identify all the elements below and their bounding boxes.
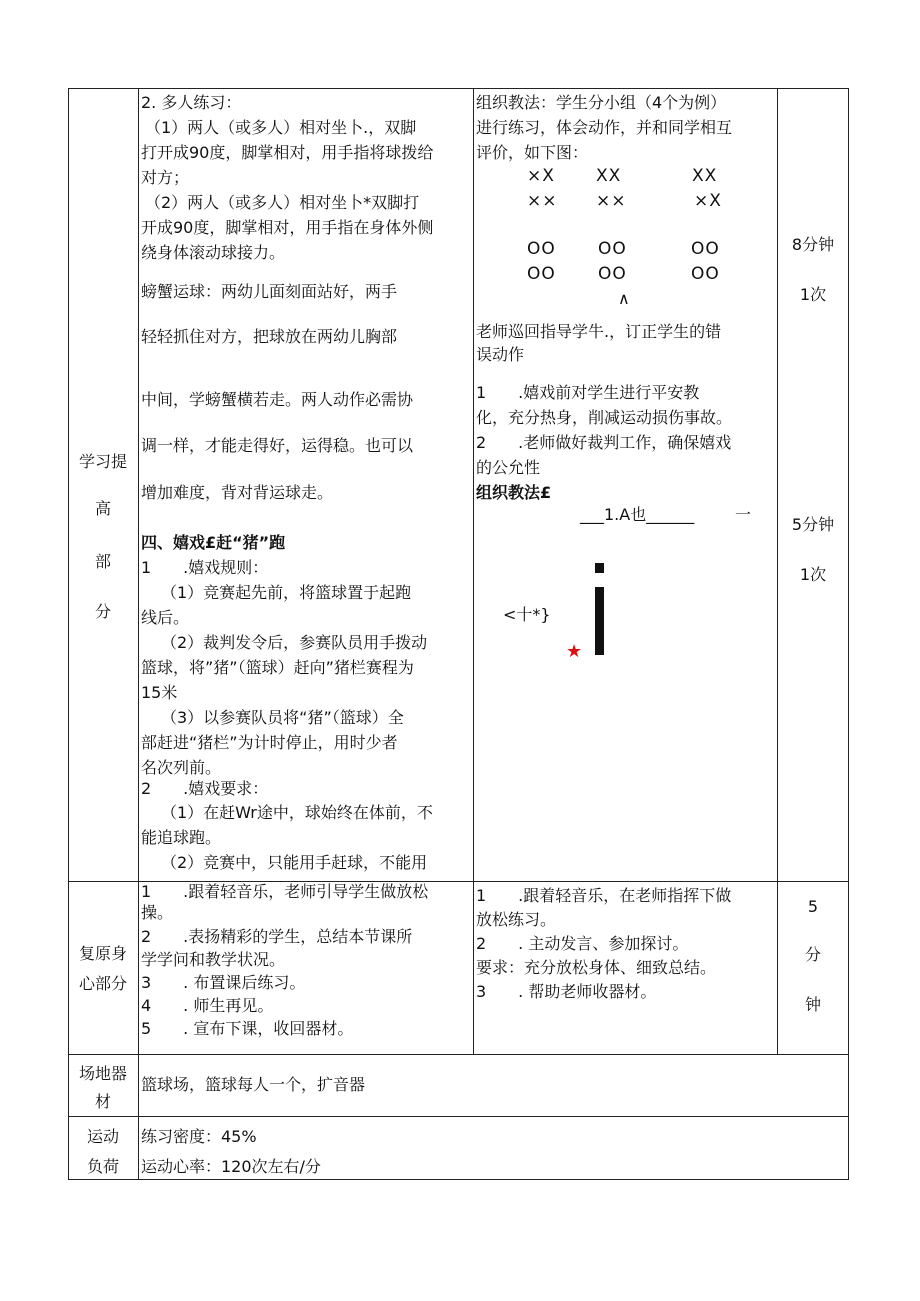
game-diagram-label: <十*} bbox=[503, 605, 551, 624]
content-line: 部赶进“猪栏”为计时停止，用时少者 bbox=[141, 733, 398, 752]
recovery-line: 4 . 师生再见。 bbox=[141, 996, 274, 1015]
org-heading: 组织教法£ bbox=[476, 483, 552, 502]
time-line: 5 bbox=[807, 897, 819, 916]
formation-mark: OO bbox=[598, 264, 627, 284]
content-line: 1 .嬉戏规则： bbox=[141, 558, 269, 577]
content-line: 中间，学螃蟹横若走。两人动作必需协 bbox=[141, 390, 414, 409]
content-line: 篮球，将”猪”（篮球）赶向”猪栏赛程为 bbox=[141, 658, 414, 677]
content-line: （1）两人（或多人）相对坐卜.，双脚 bbox=[145, 118, 417, 137]
row-divider-2 bbox=[68, 1054, 849, 1055]
org-line: 的公允性 bbox=[476, 458, 541, 477]
content-line: 2. 多人练习： bbox=[141, 93, 242, 112]
content-line: 名次列前。 bbox=[141, 758, 222, 777]
content-line: 打开成90度，脚掌相对，用手指将球拨给 bbox=[141, 143, 434, 162]
game-heading: 四、嬉戏£赶“猪”跑 bbox=[141, 533, 286, 552]
org-line: 老师巡回指导学牛.，订正学生的错 bbox=[476, 322, 722, 341]
content-line: （2）两人（或多人）相对坐卜*双脚打 bbox=[145, 193, 420, 212]
label-line: 场地器 bbox=[78, 1064, 127, 1083]
column-divider-3 bbox=[777, 88, 778, 1054]
game-diagram-label: ___1.A也______ bbox=[580, 505, 695, 524]
recovery-line: 1 .跟着轻音乐，在老师指挥下做 bbox=[476, 886, 732, 905]
formation-mark: OO bbox=[598, 239, 627, 259]
recovery-line: 3 . 布置课后练习。 bbox=[141, 973, 306, 992]
content-line: 线后。 bbox=[141, 608, 190, 627]
formation-mark: ×× bbox=[527, 191, 558, 211]
formation-mark: OO bbox=[527, 264, 556, 284]
content-line: 调一样，才能走得好，运得稳。也可以 bbox=[141, 436, 414, 455]
formation-mark: ×X bbox=[527, 166, 555, 186]
org-line: 化，充分热身，削减运动损伤事故。 bbox=[476, 408, 733, 427]
recovery-line: 操。 bbox=[141, 903, 174, 922]
label-line: 心部分 bbox=[78, 974, 127, 993]
exercise-density: 练习密度：45% bbox=[141, 1127, 257, 1146]
label-line: 复原身 bbox=[78, 944, 127, 963]
time-line: 分 bbox=[804, 945, 821, 964]
venue-content: 篮球场，篮球每人一个，扩音器 bbox=[141, 1075, 366, 1094]
content-line: （3）以参赛队员将“猪”（篮球）全 bbox=[161, 708, 404, 727]
count-value: 1次 bbox=[799, 565, 827, 584]
recovery-line: 3 . 帮助老师收器材。 bbox=[476, 982, 657, 1001]
org-line: 1 .嬉戏前对学生进行平安教 bbox=[476, 383, 700, 402]
column-divider-1 bbox=[138, 88, 139, 1180]
label-line: 材 bbox=[94, 1092, 111, 1111]
star-icon: ★ bbox=[566, 641, 583, 662]
content-line: 增加难度，背对背运球走。 bbox=[141, 483, 334, 502]
time-value: 8分钟 bbox=[791, 235, 835, 254]
label-line: 负荷 bbox=[86, 1157, 119, 1176]
content-line: 轻轻抓住对方，把球放在两幼儿胸部 bbox=[141, 327, 398, 346]
formation-mark: XX bbox=[596, 166, 622, 186]
recovery-line: 2 . 主动发言、参加探讨。 bbox=[476, 934, 689, 953]
pig-ball-marker bbox=[595, 563, 604, 573]
count-value: 1次 bbox=[799, 285, 827, 304]
formation-mark: ×× bbox=[596, 191, 627, 211]
teacher-position-mark: ∧ bbox=[618, 289, 630, 308]
content-line: 螃蟹运球：两幼儿面刻面站好，两手 bbox=[141, 282, 398, 301]
recovery-line: 放松练习。 bbox=[476, 910, 557, 929]
content-line: （2）裁判发令后，参赛队员用手拨动 bbox=[161, 633, 428, 652]
label-line: 运动 bbox=[86, 1127, 119, 1146]
content-line: 开成90度，脚掌相对，用手指在身体外侧 bbox=[141, 218, 434, 237]
recovery-line: 学学问和教学状况。 bbox=[141, 950, 286, 969]
org-line: 进行练习，体会动作，并和同学相互 bbox=[476, 118, 733, 137]
content-line: 15米 bbox=[141, 683, 178, 702]
recovery-line: 1 .跟着轻音乐，老师引导学生做放松 bbox=[141, 882, 429, 901]
content-line: （1）在赶Wr途中，球始终在体前，不 bbox=[161, 803, 433, 822]
org-line: 组织教法：学生分小组（4个为例） bbox=[476, 93, 727, 112]
formation-mark: ×X bbox=[694, 191, 722, 211]
label-line: 学习提 bbox=[78, 452, 127, 471]
content-line: 对方； bbox=[141, 168, 190, 187]
formation-mark: OO bbox=[527, 239, 556, 259]
content-line: 能追球跑。 bbox=[141, 828, 222, 847]
label-line: 高 bbox=[94, 499, 111, 518]
formation-mark: XX bbox=[692, 166, 718, 186]
content-line: 绕身体滚动球接力。 bbox=[141, 243, 286, 262]
time-value: 5分钟 bbox=[791, 515, 835, 534]
content-line: 2 .嬉戏要求： bbox=[141, 779, 269, 798]
content-line: （1）竞赛起先前，将篮球置于起跑 bbox=[161, 583, 412, 602]
label-line: 分 bbox=[94, 602, 111, 621]
org-line: 评价，如下图： bbox=[476, 143, 589, 162]
recovery-line: 要求：充分放松身体、细致总结。 bbox=[476, 958, 717, 977]
label-line: 部 bbox=[94, 552, 111, 571]
time-line: 钟 bbox=[804, 995, 821, 1014]
recovery-line: 2 .表扬精彩的学生，总结本节课所 bbox=[141, 927, 413, 946]
heart-rate: 运动心率：120次左右/分 bbox=[141, 1157, 321, 1176]
pig-pen-bar bbox=[595, 587, 604, 655]
org-line: 误动作 bbox=[476, 345, 525, 364]
row-divider-3 bbox=[68, 1116, 849, 1117]
org-line: 2 .老师做好裁判工作，确保嬉戏 bbox=[476, 433, 732, 452]
game-diagram-label: 一 bbox=[735, 505, 752, 524]
content-line: （2）竞赛中，只能用手赶球，不能用 bbox=[161, 853, 428, 872]
formation-mark: OO bbox=[691, 239, 720, 259]
formation-mark: OO bbox=[691, 264, 720, 284]
column-divider-2 bbox=[473, 88, 474, 1054]
recovery-line: 5 . 宣布下课，收回器材。 bbox=[141, 1019, 354, 1038]
